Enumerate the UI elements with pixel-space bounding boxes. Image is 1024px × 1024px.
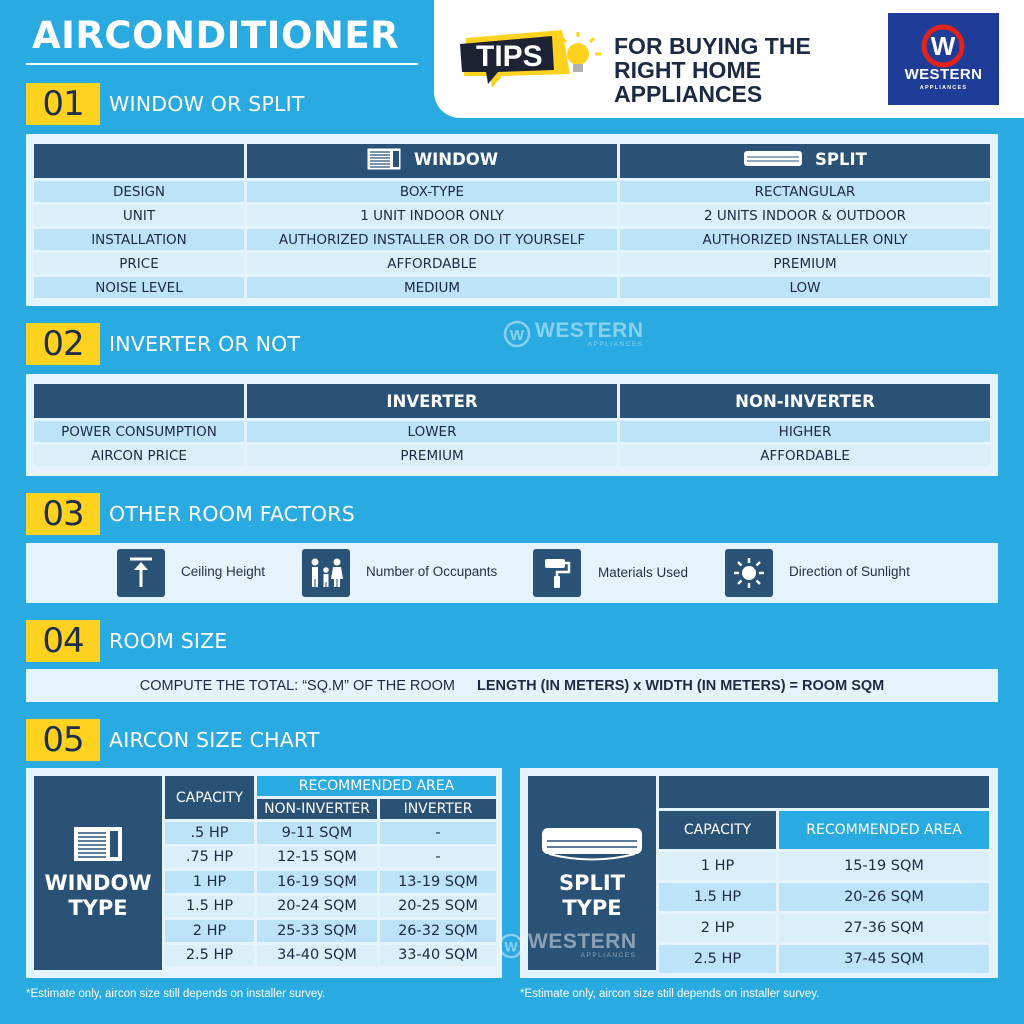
factor-label: Ceiling Height: [181, 564, 266, 579]
table-row: [34, 445, 990, 466]
row-label: PRICE: [34, 253, 244, 274]
table-header-inverter: INVERTER: [247, 384, 617, 418]
western-logo: [888, 13, 999, 105]
watermark-emblem-icon: [498, 933, 524, 959]
section-number: 03: [26, 493, 100, 535]
compute-instruction: COMPUTE THE TOTAL: “SQ.M” OF THE ROOM: [139, 677, 456, 694]
table-row: [34, 181, 990, 202]
non-inverter-subheader: NON-INVERTER: [257, 799, 377, 819]
window-footnote: *Estimate only, aircon size still depends on installer survey.: [26, 988, 326, 1000]
svg-text:W: W: [930, 31, 956, 61]
area-cell: 25-33 SQM: [257, 920, 377, 942]
table-row: [659, 945, 989, 973]
svg-text:W: W: [509, 327, 525, 344]
window-cell: BOX-TYPE: [247, 181, 617, 202]
area-cell: 20-24 SQM: [257, 896, 377, 918]
inverter-subheader: INVERTER: [380, 799, 496, 819]
window-cell: AUTHORIZED INSTALLER OR DO IT YOURSELF: [247, 229, 617, 250]
non-inverter-cell: AFFORDABLE: [620, 445, 990, 466]
inverter-cell: LOWER: [247, 421, 617, 442]
watermark: [498, 932, 637, 959]
area-cell: 26-32 SQM: [380, 920, 496, 942]
capacity-cell: 2 HP: [659, 914, 776, 942]
occupants-icon: [302, 549, 350, 597]
page-title: AIRCONDITIONER: [32, 14, 400, 57]
table-row: [34, 277, 990, 298]
row-label: DESIGN: [34, 181, 244, 202]
section-title: AIRCON SIZE CHART: [109, 728, 320, 752]
table-header-split: [620, 144, 990, 178]
table-header-non-inverter: NON-INVERTER: [620, 384, 990, 418]
svg-text:W: W: [504, 938, 518, 955]
compute-formula: LENGTH (IN METERS) x WIDTH (IN METERS) = ROOM SQM: [477, 677, 885, 694]
section-number: 04: [26, 620, 100, 662]
table-header-blank: [34, 144, 244, 178]
window-size-chart: [26, 768, 502, 978]
room-factors-box: [26, 543, 998, 603]
watermark-word: WESTERN: [535, 318, 644, 342]
watermark-word: WESTERN: [528, 930, 637, 953]
area-cell: 13-19 SQM: [380, 871, 496, 893]
area-cell: 20-25 SQM: [380, 896, 496, 918]
split-table-blank-header: [659, 776, 989, 808]
factor-label: Direction of Sunlight: [789, 564, 910, 579]
inverter-table: [31, 381, 993, 469]
window-cell: AFFORDABLE: [247, 253, 617, 274]
table-row: [659, 914, 989, 942]
logo-subtitle: APPLIANCES: [919, 85, 968, 91]
recommended-area-header: RECOMMENDED AREA: [779, 811, 989, 849]
table-row: [165, 847, 496, 869]
area-cell: -: [380, 822, 496, 844]
capacity-cell: 2 HP: [165, 920, 254, 942]
area-cell: 33-40 SQM: [380, 945, 496, 967]
title-underline: [26, 63, 418, 65]
table-row: [165, 920, 496, 942]
non-inverter-cell: HIGHER: [620, 421, 990, 442]
watermark-emblem-icon: [503, 320, 531, 348]
section-title: INVERTER OR NOT: [109, 332, 301, 356]
tips-badge: [458, 24, 608, 94]
paint-roller-icon: [533, 549, 581, 597]
table-row: [34, 421, 990, 442]
split-cell: 2 UNITS INDOOR & OUTDOOR: [620, 205, 990, 226]
area-cell: 34-40 SQM: [257, 945, 377, 967]
table-row: [34, 229, 990, 250]
capacity-cell: .75 HP: [165, 847, 254, 869]
window-header-label: WINDOW: [413, 149, 499, 169]
split-aircon-icon: [743, 148, 803, 170]
window-type-label: WINDOW TYPE: [44, 871, 152, 920]
section-number: 05: [26, 719, 100, 761]
area-cell: 9-11 SQM: [257, 822, 377, 844]
capacity-cell: 2.5 HP: [659, 945, 776, 973]
table-row: [165, 896, 496, 918]
split-footnote: *Estimate only, aircon size still depends on installer survey.: [520, 988, 820, 1000]
area-cell: 12-15 SQM: [257, 847, 377, 869]
split-header-label: SPLIT: [815, 149, 867, 169]
split-type-label: SPLIT TYPE: [558, 871, 626, 920]
sun-icon: [725, 549, 773, 597]
area-cell: 16-19 SQM: [257, 871, 377, 893]
row-label: AIRCON PRICE: [34, 445, 244, 466]
section-title: WINDOW OR SPLIT: [109, 92, 305, 116]
table-header-blank: [34, 384, 244, 418]
table-row: [165, 871, 496, 893]
split-cell: RECTANGULAR: [620, 181, 990, 202]
table-row: [659, 852, 989, 880]
section-title: OTHER ROOM FACTORS: [109, 502, 355, 526]
capacity-header: CAPACITY: [165, 776, 254, 819]
capacity-cell: 1 HP: [659, 852, 776, 880]
capacity-cell: 1.5 HP: [165, 896, 254, 918]
split-capacity-table: [656, 773, 992, 976]
row-label: INSTALLATION: [34, 229, 244, 250]
window-cell: MEDIUM: [247, 277, 617, 298]
w-emblem-icon: [888, 13, 999, 73]
tips-heading: FOR BUYING THE RIGHT HOME APPLIANCES: [614, 33, 811, 107]
row-label: UNIT: [34, 205, 244, 226]
logo-wordmark: WESTERN: [904, 66, 983, 83]
capacity-header: CAPACITY: [659, 811, 776, 849]
tips-label: TIPS: [476, 40, 543, 73]
capacity-cell: 1.5 HP: [659, 883, 776, 911]
split-cell: PREMIUM: [620, 253, 990, 274]
row-label: POWER CONSUMPTION: [34, 421, 244, 442]
window-split-table: [31, 141, 993, 301]
factor-label: Number of Occupants: [366, 564, 498, 579]
window-split-box: [26, 134, 998, 306]
ceiling-height-icon: [117, 549, 165, 597]
window-aircon-icon: [366, 147, 402, 171]
split-cell: LOW: [620, 277, 990, 298]
inverter-box: [26, 374, 998, 476]
capacity-cell: 1 HP: [165, 871, 254, 893]
inverter-cell: PREMIUM: [247, 445, 617, 466]
window-type-panel: [34, 776, 162, 970]
table-header-window: [247, 144, 617, 178]
capacity-cell: 2.5 HP: [165, 945, 254, 967]
window-cell: 1 UNIT INDOOR ONLY: [247, 205, 617, 226]
table-row: [34, 205, 990, 226]
area-cell: -: [380, 847, 496, 869]
watermark-sub: APPLIANCES: [587, 340, 644, 348]
room-size-formula-bar: [26, 669, 998, 702]
table-row: [165, 945, 496, 967]
area-cell: 15-19 SQM: [779, 852, 989, 880]
table-row: [165, 822, 496, 844]
area-cell: 20-26 SQM: [779, 883, 989, 911]
watermark: [503, 320, 644, 348]
table-row: [659, 883, 989, 911]
window-aircon-icon: [72, 825, 124, 863]
row-label: NOISE LEVEL: [34, 277, 244, 298]
window-capacity-table: [162, 773, 499, 969]
recommended-area-header: RECOMMENDED AREA: [257, 776, 496, 796]
watermark-sub: APPLIANCES: [580, 952, 637, 959]
capacity-cell: .5 HP: [165, 822, 254, 844]
section-number: 01: [26, 83, 100, 125]
area-cell: 27-36 SQM: [779, 914, 989, 942]
table-row: [34, 253, 990, 274]
section-title: ROOM SIZE: [109, 629, 228, 653]
area-cell: 37-45 SQM: [779, 945, 989, 973]
section-number: 02: [26, 323, 100, 365]
factor-label: Materials Used: [598, 565, 689, 580]
split-aircon-icon: [539, 825, 645, 865]
split-cell: AUTHORIZED INSTALLER ONLY: [620, 229, 990, 250]
